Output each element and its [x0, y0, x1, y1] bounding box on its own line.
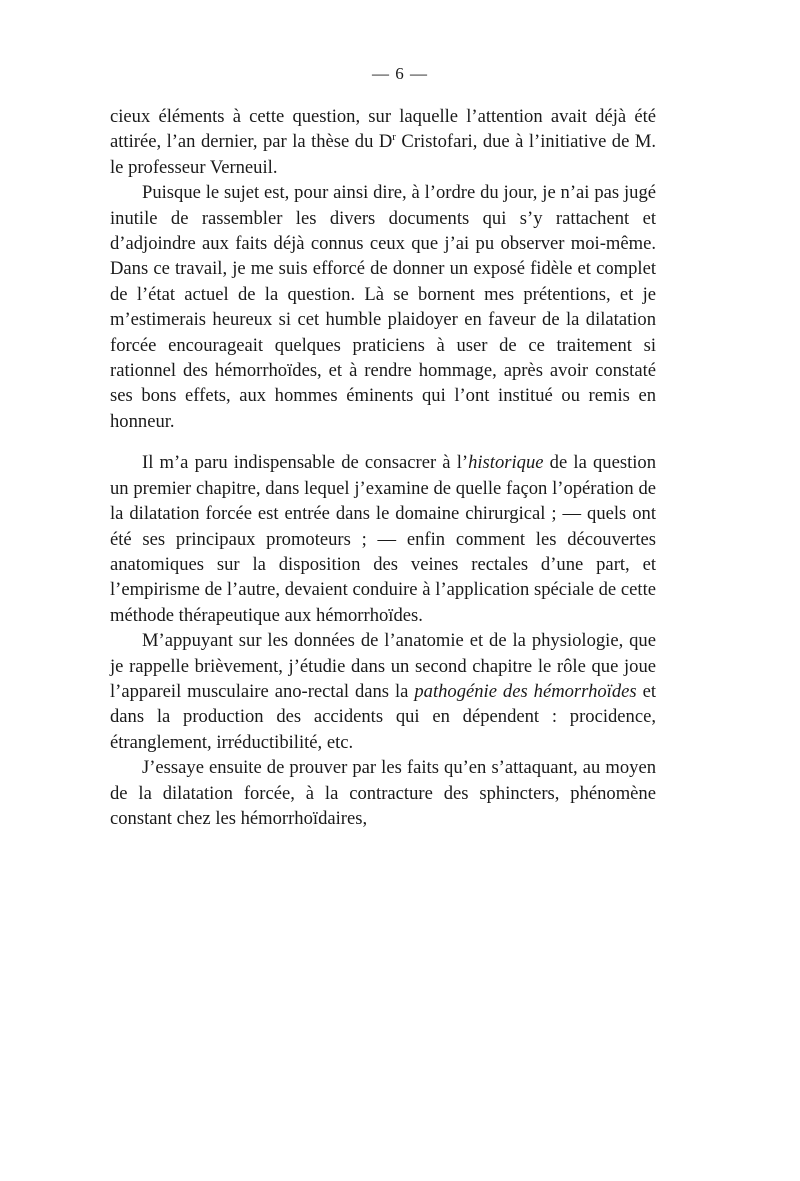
paragraph-4: [110, 628, 656, 755]
page-number: — 6 —: [372, 64, 428, 83]
paragraph-4-text-before: M’appuyant sur les données de l’anatomie et de la physiologie, que je rappelle brièvement, j’étudie dans un second chapitre le rôle que joue l’appareil musculaire ano-rectal dans la: [110, 630, 656, 702]
paragraph-1-text-after: Cristofari, due à l’initiative de M. le professeur Verneuil.: [110, 131, 656, 178]
paragraph-1-text: cieux éléments à cette question, sur laquelle l’attention avait déjà été attirée, l’an dernier, par la thèse du D: [110, 106, 656, 153]
paragraph-3-text-before: Il m’a paru indispensable de consacrer à l’: [142, 452, 469, 474]
paragraph-1: [110, 104, 656, 180]
paragraph-3-text-after: de la question un premier chapitre, dans lequel j’examine de quelle façon l’opération de la dilatation forcée est entrée dans le domaine chirurgical ; — quels ont été ses principaux promoteurs ; — enfin comment les découvertes anatomiques sur la disposition des veines rectales d’une part, et l’empirisme de l’autre, devaient conduire à l’application spéciale de cette méthode thérapeutique aux hémorrhoïdes.: [110, 452, 656, 626]
paragraph-2: Puisque le sujet est, pour ainsi dire, à l’ordre du jour, je n’ai pas jugé inutile de rassembler les divers documents qui s’y rattachent et d’adjoindre aux faits déjà connus ceux que j’ai pu observer moi-même. Dans ce travail, je me suis efforcé de donner un exposé fidèle et complet de l’état actuel de la question. Là se bornent mes prétentions, et je m’estimerais heureux si cet humble plaidoyer en faveur de la dilatation forcée encourageait quelques praticiens à user de ce traitement si rationnel des hémorrhoïdes, et à rendre hommage, après avoir constaté ses bons effets, aux hommes éminents qui l’ont institué ou remis en honneur.: [110, 182, 656, 432]
doctor-abbrev-superscript: r: [392, 131, 396, 144]
paragraph-5: J’essaye ensuite de prouver par les faits qu’en s’attaquant, au moyen de la dilatation forcée, à la contracture des sphincters, phénomène constant chez les hémorrhoïdaires,: [110, 757, 656, 829]
paragraph-3-italic: historique: [468, 452, 544, 474]
paragraph-3: [110, 450, 656, 628]
paragraph-4-text-after: et dans la production des accidents qui en dépendent : procidence, étranglement, irréductibilité, etc.: [110, 680, 656, 753]
body-text: [110, 104, 656, 831]
paragraph-4-italic: pathogénie des hémorrhoïdes: [414, 680, 637, 702]
